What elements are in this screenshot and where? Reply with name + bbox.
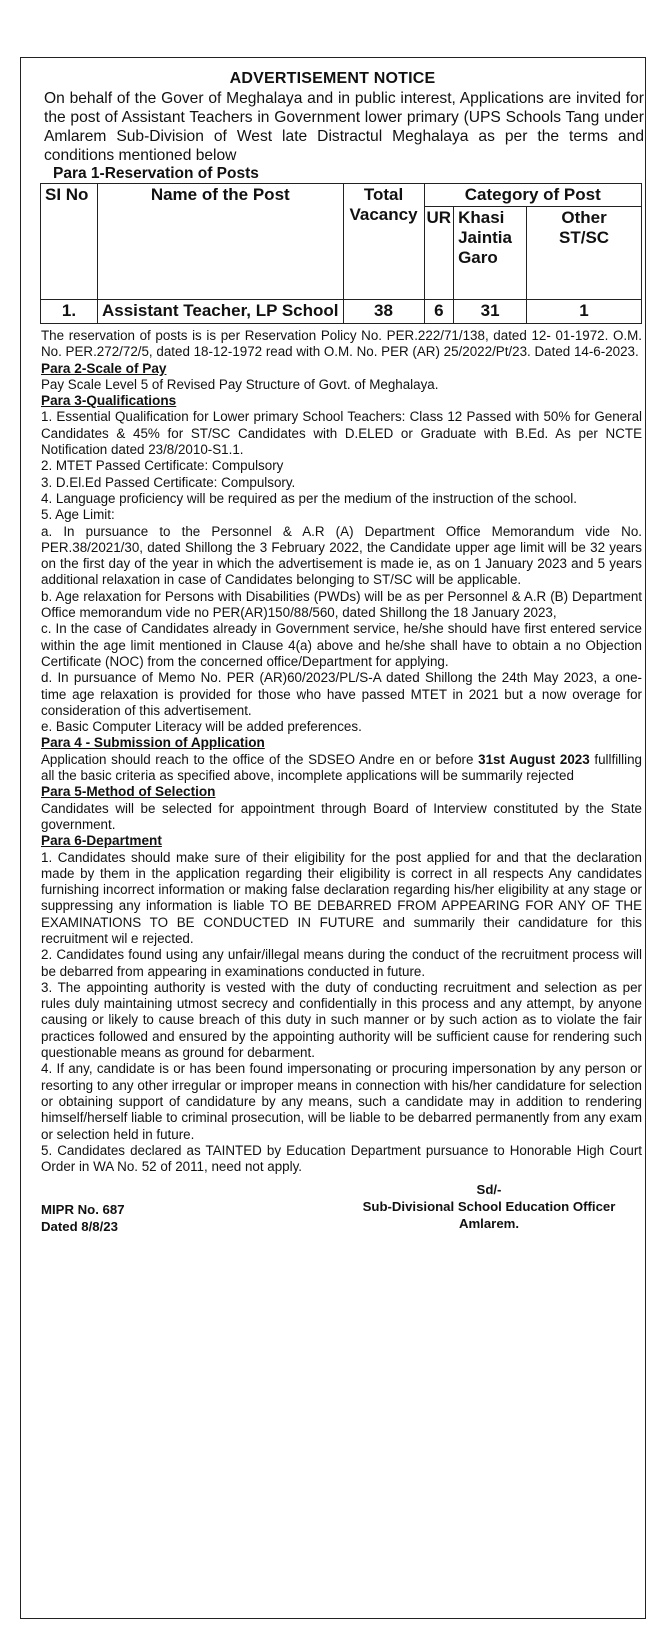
col-other-header	[527, 207, 642, 300]
officer-place: Amlarem.	[458, 1216, 520, 1232]
para4-text-after: fullfilling all the basic criteria as specified above, incomplete applications will be summarily rejected	[41, 751, 642, 784]
para6-point-3: 3. The appointing authority is vested with the duty of conducting recruitment and selection as per rules duly maintaining utmost secrecy and confidentially in this process and any attempt, by anyone causing or likely to cause breach of this duty in such manner or by such action as to violate the fair practices followed and ensured by the appointing authority will be sufficient cause for rendering such questionable means as ground for debarment.	[41, 979, 642, 1061]
signature-mark: Sd/-	[476, 1182, 502, 1198]
row-ur: 6	[424, 300, 454, 324]
row-other: 1	[527, 300, 642, 324]
mipr-date: Dated 8/8/23	[41, 1219, 118, 1235]
mipr-block	[41, 1201, 125, 1235]
para6-point-2: 2. Candidates found using any unfair/illegal means during the conduct of the recruitment process will be debarred from appearing in examinations conducted in future.	[41, 947, 642, 979]
signature-block	[339, 1181, 639, 1232]
col-name-header: Name of the Post	[98, 184, 344, 300]
qualification-1: 1. Essential Qualification for Lower primary School Teachers: Class 12 Passed with 50% for General Candidates & 45% for ST/SC Candidates with D.ELED or Graduate with B.Ed. As per NCTE Notification dated 23/8/2010-S1.1.	[41, 409, 642, 458]
col-total-header	[343, 184, 424, 300]
officer-title: Sub-Divisional School Education Officer	[362, 1199, 616, 1215]
qualification-5: 5. Age Limit:	[41, 507, 115, 523]
reservation-table	[40, 183, 642, 324]
khasi-label: Khasi Jaintia Garo	[458, 208, 512, 267]
para1-heading: Para 1-Reservation of Posts	[53, 165, 259, 182]
row-name: Assistant Teacher, LP School	[98, 300, 344, 324]
para5-text: Candidates will be selected for appointment through Board of Interview constituted by the State government.	[41, 800, 642, 832]
para4-heading: Para 4 - Submission of Application	[41, 735, 265, 751]
col-ur-header: UR	[424, 207, 454, 300]
para4-text-before: Application should reach to the office of the SDSEO Andre en or before	[41, 751, 479, 767]
col-khasi-header	[454, 207, 527, 300]
age-limit-b: b. Age relaxation for Persons with Disabilities (PWDs) will be as per Personnel & A.R (B) Department Office memorandum vide no PER(AR)150/88/560, dated Shillong the 18 January 2023,	[41, 588, 642, 621]
notice-footer	[24, 1177, 641, 1249]
para5-heading: Para 5-Method of Selection	[41, 784, 216, 800]
para6-point-5: 5. Candidates declared as TAINTED by Education Department pursuance to Honorable High Court Order in WA No. 52 of 2011, need not apply.	[41, 1142, 642, 1175]
age-limit-d: d. In pursuance of Memo No. PER (AR)60/2023/PL/S-A dated Shillong the 24th May 2023, a one-time age relaxation is provided for those who have passed MTET in 2021 but a now overage for consideration of this advertisement.	[41, 670, 642, 718]
notice-title: ADVERTISEMENT NOTICE	[229, 70, 436, 87]
advertisement-notice	[24, 63, 644, 1249]
para6-heading: Para 6-Department	[41, 833, 162, 849]
qualification-2: 2. MTET Passed Certificate: Compulsory	[41, 458, 284, 474]
para4-text	[41, 752, 642, 785]
para6-point-1: 1. Candidates should make sure of their eligibility for the post applied for and that the declaration made by them in the application regarding their eligibility is correct in all respects Any candidates furnishing incorrect information or making false declaration regarding his/her eligibility at any stage or suppressing any information is liable TO BE DEBARRED FROM APPEARING FOR ANY OF THE EXAMINATIONS TO BE CONDUCTED IN FUTURE and summarily their candidature for this recruitment wil e rejected.	[41, 849, 642, 946]
para2-text: Pay Scale Level 5 of Revised Pay Structure of Govt. of Meghalaya.	[41, 376, 439, 392]
notice-body	[41, 328, 642, 1175]
age-limit-a: a. In pursuance to the Personnel & A.R (A) Department Office Memorandum vide No. PER.38/2021/30, dated Shillong the 3 February 2022, the Candidate upper age limit will be 32 years on the first day of the year in which the advertisement is made ie, as on 1 January 2023 and 5 years additional relaxation in case of Candidates belonging to ST/SC will be applicable.	[41, 523, 642, 588]
deadline-date: 31st August 2023	[478, 751, 590, 767]
other-label: Other ST/SC	[559, 208, 610, 247]
col-category-header: Category of Post	[424, 184, 641, 207]
age-limit-e: e. Basic Computer Literacy will be added preferences.	[41, 719, 362, 735]
para3-heading: Para 3-Qualifications	[41, 393, 177, 409]
row-total: 38	[343, 300, 424, 324]
para2-heading: Para 2-Scale of Pay	[41, 360, 167, 376]
row-khasi: 31	[454, 300, 527, 324]
para6-point-4: 4. If any, candidate is or has been found impersonating or procuring impersonation by any person or resorting to any other irregular or improper means in connection with his/her candidature for selection or obtaining support of candidature by any means, such a candidate may in addition to rendering himself/herself liable to criminal prosecution, will be liable to be debarred permanently from any exam or selection held in future.	[41, 1061, 642, 1142]
row-sino: 1.	[41, 300, 98, 324]
reservation-note: The reservation of posts is is per Reservation Policy No. PER.222/71/138, dated 12- 01-1972. O.M. No. PER.272/72/5, dated 18-12-1972 read with O.M. No. PER (AR) 25/2022/Pt/23. Dated 14-6-2023.	[41, 328, 642, 360]
intro-paragraph: On behalf of the Gover of Meghalaya and in public interest, Applications are invited for the post of Assistant Teachers in Government lower primary (UPS Schools Tang under Amlarem Sub-Division of West late Distractul Meghalaya as per the terms and conditions mentioned below	[44, 90, 644, 164]
age-limit-c: c. In the case of Candidates already in Government service, he/she should have first entered service within the age limit mentioned in Clause 4(a) above and he/she shall have to obtain a no Objection Certificate (NOC) from the concerned office/Department for applying.	[41, 621, 642, 669]
qualification-4: 4. Language proficiency will be required as per the medium of the instruction of the school.	[41, 490, 577, 506]
vacancy-label: Vacancy	[349, 205, 418, 224]
qualification-3: 3. D.El.Ed Passed Certificate: Compulsory.	[41, 474, 296, 490]
col-sino-header: SI No	[41, 184, 98, 300]
mipr-number: MIPR No. 687	[41, 1202, 125, 1218]
total-label: Total	[363, 185, 404, 204]
